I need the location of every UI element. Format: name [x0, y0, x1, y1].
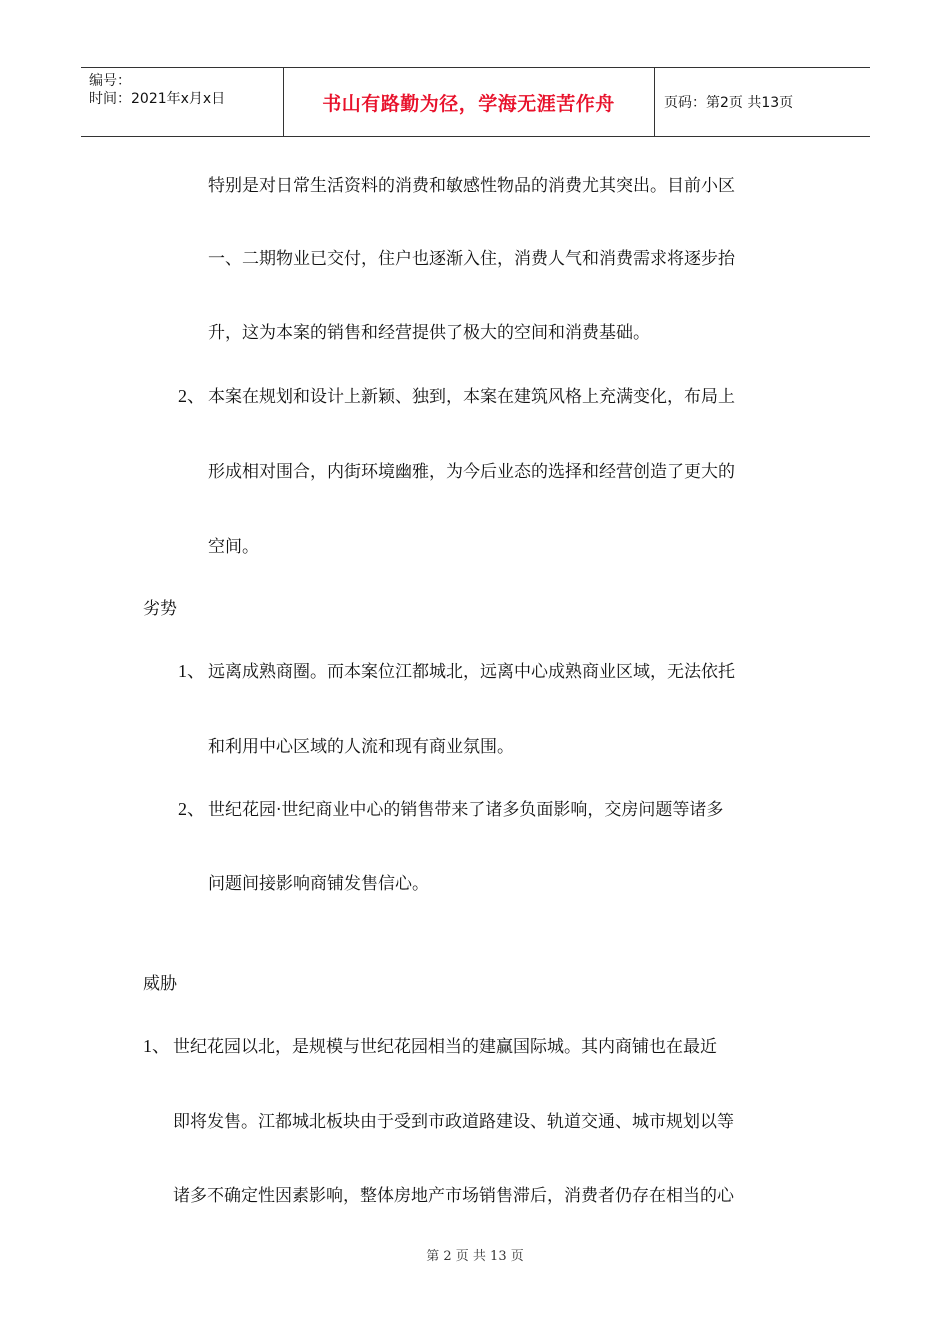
t1-line3: 诸多不确定性因素影响，整体房地产市场销售滞后，消费者仍存在相当的心: [173, 1186, 734, 1206]
header-meta: [89, 72, 225, 108]
header-divider-2: [654, 68, 655, 136]
header-page-info: 页码：第2页 共13页: [664, 95, 794, 111]
weakness-heading: 劣势: [143, 599, 177, 619]
header-number-label: 编号：: [89, 73, 131, 89]
threat-heading: 威胁: [143, 974, 177, 994]
header-motto: 书山有路勤为径，学海无涯苦作舟: [322, 92, 615, 115]
p1-line1: 特别是对日常生活资料的消费和敏感性物品的消费尤其突出。目前小区: [208, 176, 735, 196]
t1-line1: 世纪花园以北，是规模与世纪花园相当的建赢国际城。其内商铺也在最近: [173, 1037, 717, 1057]
w1-line1: 远离成熟商圈。而本案位江都城北，远离中心成熟商业区域，无法依托: [208, 662, 735, 682]
page-footer: 第 2 页 共 13 页: [426, 1249, 524, 1264]
t1-number: 1、: [143, 1036, 170, 1056]
document-header: [81, 67, 870, 137]
s2-line1: 本案在规划和设计上新颖、独到，本案在建筑风格上充满变化，布局上: [208, 387, 735, 407]
s2-line2: 形成相对围合，内街环境幽雅，为今后业态的选择和经营创造了更大的: [208, 462, 735, 482]
w2-number: 2、: [178, 799, 205, 819]
p1-line3: 升，这为本案的销售和经营提供了极大的空间和消费基础。: [208, 323, 650, 343]
w1-number: 1、: [178, 661, 205, 681]
s2-number: 2、: [178, 386, 205, 406]
p1-line2: 一、二期物业已交付，住户也逐渐入住，消费人气和消费需求将逐步抬: [208, 249, 735, 269]
w2-line1: 世纪花园·世纪商业中心的销售带来了诸多负面影响，交房问题等诸多: [208, 800, 724, 820]
s2-line3: 空间。: [208, 537, 259, 557]
w2-line2: 问题间接影响商铺发售信心。: [208, 874, 429, 894]
w1-line2: 和利用中心区域的人流和现有商业氛围。: [208, 737, 514, 757]
t1-line2: 即将发售。江都城北板块由于受到市政道路建设、轨道交通、城市规划以等: [173, 1112, 734, 1132]
header-time-label: 时间：2021年x月x日: [89, 91, 226, 107]
